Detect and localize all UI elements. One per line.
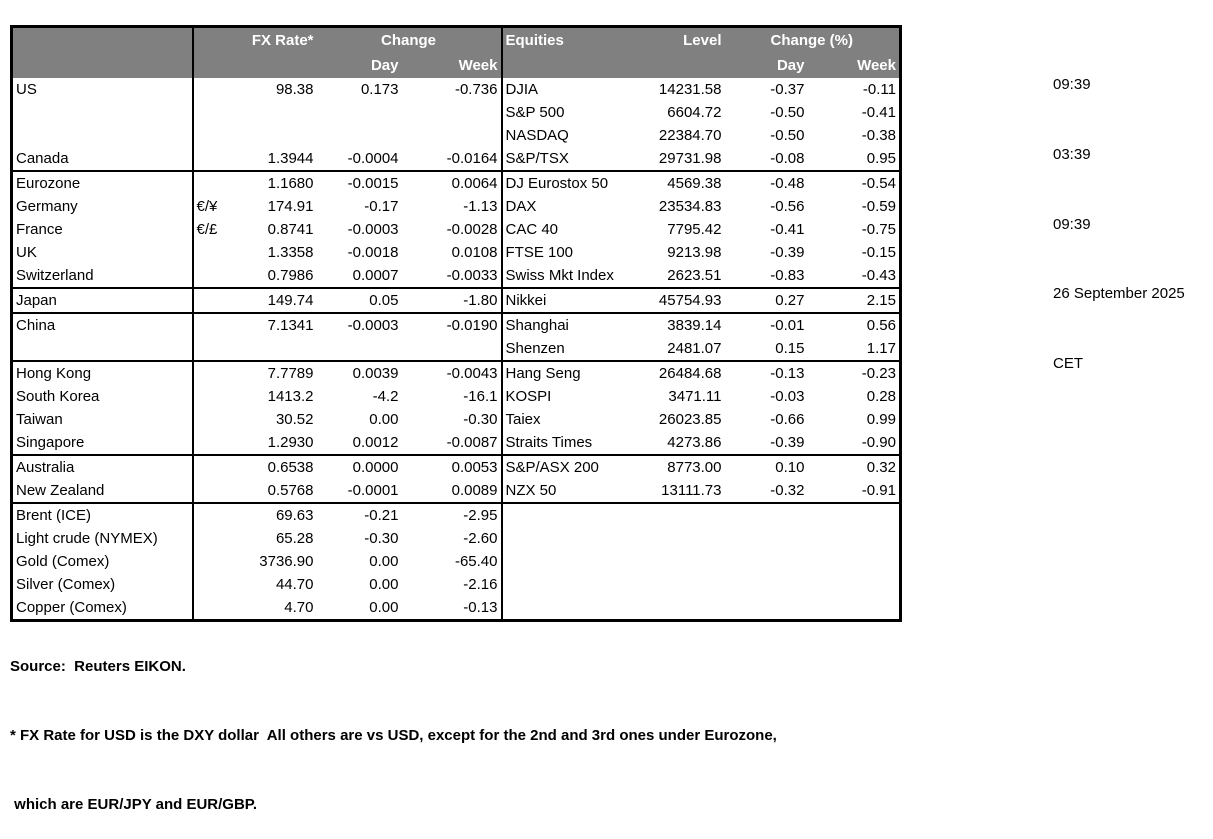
equity-day-cell: -0.41 [770,221,805,238]
equity-level-cell: 3839.14 [667,317,722,334]
fx-name-cell: France [12,218,193,241]
table-row [12,337,901,361]
fx-pair-cell [193,503,229,527]
equity-day-cell: -0.39 [770,244,805,261]
header-empty-cell [193,53,229,78]
equity-day-cell: -0.01 [770,317,805,334]
header-change: Change [317,27,502,54]
fx-pair-cell [193,288,229,313]
equity-level-cell: 4273.86 [646,431,725,455]
table-row [12,313,901,337]
table-row [12,361,901,385]
equity-name-cell: NZX 50 [502,479,646,503]
equity-week-cell: -0.23 [861,365,896,382]
equity-day-cell: -0.66 [770,411,805,428]
fx-rate-cell: 0.8741 [267,221,314,238]
fx-week-cell: -16.1 [402,385,502,408]
fx-equities-table [10,25,902,622]
equity-day-cell: -0.39 [725,431,808,455]
equity-level-cell: 22384.70 [658,127,722,144]
equity-day-cell: 0.15 [725,337,808,361]
table-row [12,503,901,527]
timezone-line: CET [1053,354,1083,372]
equity-level-cell [646,573,725,596]
equity-week-cell: 0.95 [808,147,901,171]
fx-name-cell: Switzerland [12,264,193,288]
table-row [12,573,901,596]
fx-week-cell: 0.0108 [402,241,502,264]
table-row [12,147,901,171]
equity-name-cell: Shenzen [502,337,646,361]
table-row [12,455,901,479]
equity-name-cell: Straits Times [502,431,646,455]
equity-week-cell: 0.56 [866,317,896,334]
equity-day-cell: -0.03 [770,388,805,405]
equity-day-cell: -0.37 [770,81,805,98]
fx-rate-cell: 65.28 [275,530,314,547]
fx-name-cell: South Korea [12,385,193,408]
fx-week-cell: 0.0053 [402,455,502,479]
fx-name-cell: Copper (Comex) [12,596,193,621]
table-row [12,124,901,147]
header-level: Level [646,27,725,54]
equity-name-cell [502,550,646,573]
equity-name-cell [502,527,646,550]
fx-name-cell [12,337,193,361]
fx-day-cell: -0.0001 [317,479,402,503]
fx-day-cell: 0.0012 [317,431,402,455]
header-empty-cell [229,53,317,78]
equity-week-cell [808,573,901,596]
equity-name-cell: DJ Eurostox 50 [505,175,609,192]
equity-level-cell: 26484.68 [658,365,722,382]
header-empty-cell [502,53,646,78]
date-line: 26 September 2025 [1053,285,1185,303]
fx-name-cell: New Zealand [12,479,193,503]
equity-level-cell: 29731.98 [646,147,725,171]
equity-week-cell: 0.28 [866,388,896,405]
header-corner-cell [12,27,193,54]
equity-day-cell [725,503,808,527]
fx-week-cell: -2.60 [402,527,502,550]
fx-pair-cell [193,78,229,101]
fx-day-cell: 0.173 [360,81,399,98]
equity-level-cell: 23534.83 [658,198,722,215]
header-eq-week: Week [808,53,901,78]
table-row [12,218,901,241]
equity-week-cell: -0.91 [808,479,901,503]
equity-name-cell: DAX [505,198,537,215]
fx-rate-cell: 30.52 [275,411,314,428]
fx-day-cell: -0.30 [364,530,399,547]
equity-week-cell: -0.15 [861,244,896,261]
equity-level-cell: 7795.42 [667,221,722,238]
fx-pair-cell [193,385,229,408]
equity-day-cell [725,573,808,596]
footnote-line-2: which are EUR/JPY and EUR/GBP. [10,796,258,813]
equity-day-cell: -0.48 [770,175,805,192]
table-row [12,195,901,218]
equity-week-cell: 0.32 [866,459,896,476]
fx-rate-cell: 4.70 [284,599,314,616]
fx-week-cell: -2.16 [402,573,502,596]
timestamp-line: 09:39 [1053,215,1091,233]
fx-week-cell: -0.736 [402,78,502,101]
table-row [12,431,901,455]
fx-day-cell [317,124,402,147]
fx-week-cell: -0.13 [402,596,502,621]
fx-week-cell: -0.0087 [402,431,502,455]
fx-day-cell [317,337,402,361]
equity-name-cell: Swiss Mkt Index [502,264,646,288]
fx-pair-cell [193,147,229,171]
header-fx-day: Day [317,53,402,78]
header-fx-week: Week [402,53,502,78]
equity-level-cell: 26023.85 [658,411,722,428]
fx-name-cell: Eurozone [12,171,193,195]
fx-day-cell: 0.0007 [317,264,402,288]
fx-rate-cell: 7.7789 [267,365,314,382]
header-empty-cell [12,53,193,78]
equity-name-cell: Shanghai [505,317,569,334]
table-row [12,527,901,550]
fx-week-cell [402,337,502,361]
fx-pair-cell [193,264,229,288]
fx-rate-cell: 0.6538 [267,459,314,476]
equity-week-cell [808,596,901,621]
fx-day-cell: -0.21 [364,507,399,524]
fx-rate-cell [229,101,317,124]
fx-day-cell: -4.2 [372,388,399,405]
fx-rate-cell: 1.1680 [267,175,314,192]
fx-pair-cell: €/£ [196,221,218,238]
fx-week-cell: -2.95 [402,503,502,527]
equity-level-cell: 2481.07 [646,337,725,361]
fx-day-cell [317,101,402,124]
equity-level-cell: 8773.00 [667,459,722,476]
equity-day-cell: -0.13 [770,365,805,382]
header-equities: Equities [502,27,646,54]
table-row [12,550,901,573]
equity-week-cell: -0.59 [861,198,896,215]
fx-name-cell: Gold (Comex) [12,550,193,573]
equity-level-cell: 2623.51 [646,264,725,288]
equity-day-cell: 0.10 [775,459,805,476]
table-header [12,27,901,79]
table-row [12,241,901,264]
fx-rate-cell: 1413.2 [267,388,314,405]
fx-rate-cell: 3736.90 [259,553,314,570]
table-row [12,171,901,195]
fx-rate-cell: 0.5768 [229,479,317,503]
fx-name-cell: China [12,313,193,337]
equity-level-cell: 13111.73 [646,479,725,503]
equity-week-cell: 0.99 [866,411,896,428]
fx-rate-cell: 1.2930 [229,431,317,455]
fx-name-cell: Australia [12,455,193,479]
equity-week-cell: 1.17 [808,337,901,361]
fx-name-cell [12,101,193,124]
equity-level-cell [646,503,725,527]
fx-pair-cell [193,124,229,147]
fx-week-cell: -0.0190 [402,313,502,337]
equity-day-cell [725,550,808,573]
equity-name-cell: Hang Seng [505,365,581,382]
equity-day-cell: 0.27 [725,288,808,313]
fx-week-cell: -0.0033 [402,264,502,288]
fx-day-cell: 0.00 [369,599,399,616]
fx-pair-cell [193,361,229,385]
equity-name-cell: CAC 40 [505,221,559,238]
timestamps-block [1053,27,1185,398]
fx-name-cell: Silver (Comex) [12,573,193,596]
fx-rate-cell: 1.3944 [229,147,317,171]
equity-week-cell [808,527,901,550]
fx-week-cell [402,101,502,124]
fx-day-cell: 0.00 [369,553,399,570]
fx-day-cell: -0.0015 [347,175,399,192]
fx-day-cell: 0.0000 [352,459,399,476]
fx-pair-cell [193,171,229,195]
equity-name-cell: KOSPI [505,388,552,405]
fx-day-cell: -0.0018 [347,244,399,261]
equity-level-cell: 9213.98 [667,244,722,261]
equity-name-cell: DJIA [505,81,539,98]
equity-week-cell: -0.90 [808,431,901,455]
fx-rate-cell: 1.3358 [267,244,314,261]
fx-name-cell: UK [12,241,193,264]
equity-week-cell: -0.38 [861,127,896,144]
fx-rate-cell: 98.38 [275,81,314,98]
header-fx-rate: FX Rate* [193,27,317,54]
fx-day-cell: -0.0003 [347,221,399,238]
fx-pair-cell [193,313,229,337]
table-row [12,101,901,124]
equity-level-cell: 3471.11 [668,388,722,405]
equity-week-cell [808,503,901,527]
header-empty-cell [646,53,725,78]
table-row [12,288,901,313]
source-line: Source: Reuters EIKON. [10,658,186,675]
fx-rate-cell [229,337,317,361]
fx-rate-cell: 174.91 [267,198,314,215]
table-row [12,479,901,503]
fx-day-cell: 0.0039 [352,365,399,382]
equity-day-cell: -0.08 [725,147,808,171]
fx-day-cell: -0.17 [364,198,399,215]
table-row [12,78,901,101]
equity-name-cell: FTSE 100 [505,244,574,261]
fx-week-cell: -1.80 [402,288,502,313]
equity-week-cell: -0.54 [861,175,896,192]
table-row [12,385,901,408]
fx-name-cell [12,124,193,147]
fx-rate-cell: 7.1341 [267,317,314,334]
equity-week-cell [808,550,901,573]
fx-rate-cell: 69.63 [275,507,314,524]
fx-week-cell: -65.40 [402,550,502,573]
fx-name-cell: Japan [12,288,193,313]
equity-name-cell [502,573,646,596]
footnote-line-1: * FX Rate for USD is the DXY dollar All others are vs USD, except for the 2nd and 3rd ones under Eurozone, [10,727,777,744]
fx-week-cell: -0.0028 [402,218,502,241]
fx-name-cell: Brent (ICE) [12,503,193,527]
fx-rate-cell: 44.70 [275,576,314,593]
fx-pair-cell [193,408,229,431]
fx-week-cell: 0.0064 [402,171,502,195]
equity-level-cell [646,550,725,573]
fx-name-cell: Germany [12,195,193,218]
fx-pair-cell [193,573,229,596]
fx-week-cell: -1.13 [402,195,502,218]
fx-day-cell: 0.05 [317,288,402,313]
equity-level-cell: 4569.38 [667,175,722,192]
timestamp-line: 03:39 [1053,146,1091,164]
equity-day-cell: -0.83 [725,264,808,288]
fx-rate-cell: 149.74 [229,288,317,313]
fx-pair-cell [193,479,229,503]
equity-day-cell: -0.50 [770,104,805,121]
fx-week-cell [402,124,502,147]
fx-pair-cell [193,455,229,479]
equity-level-cell [646,527,725,550]
header-row-2 [12,53,901,78]
fx-week-cell: -0.0043 [402,361,502,385]
fx-day-cell: -0.0004 [317,147,402,171]
equity-level-cell: 14231.58 [658,81,722,98]
fx-day-cell: 0.00 [369,411,399,428]
footnotes-block [10,609,777,839]
header-change-pct: Change (%) [725,27,901,54]
fx-rate-cell [229,124,317,147]
equity-name-cell: Nikkei [502,288,646,313]
equity-day-cell: -0.56 [770,198,805,215]
fx-name-cell: Light crude (NYMEX) [12,527,193,550]
equity-day-cell [725,527,808,550]
fx-name-cell: US [12,78,193,101]
fx-name-cell: Canada [12,147,193,171]
fx-week-cell: -0.30 [402,408,502,431]
fx-week-cell: 0.0089 [402,479,502,503]
equity-week-cell: -0.75 [861,221,896,238]
fx-pair-cell [193,101,229,124]
fx-day-cell: 0.00 [369,576,399,593]
equity-name-cell: Taiex [505,411,541,428]
header-row-1 [12,27,901,54]
equity-name-cell: S&P/ASX 200 [505,459,599,476]
equity-name-cell: S&P 500 [505,104,565,121]
equity-week-cell: -0.41 [861,104,896,121]
equity-name-cell: S&P/TSX [502,147,646,171]
fx-day-cell: -0.0003 [347,317,399,334]
fx-pair-cell [193,337,229,361]
fx-name-cell: Taiwan [12,408,193,431]
fx-week-cell: -0.0164 [402,147,502,171]
table-row [12,264,901,288]
equity-name-cell: NASDAQ [505,127,569,144]
fx-name-cell: Singapore [12,431,193,455]
fx-pair-cell: €/¥ [196,198,218,215]
fx-pair-cell [193,550,229,573]
equity-week-cell: -0.43 [808,264,901,288]
equity-week-cell: 2.15 [808,288,901,313]
fx-pair-cell [193,241,229,264]
fx-name-cell: Hong Kong [12,361,193,385]
table-row [12,408,901,431]
equity-level-cell: 6604.72 [667,104,722,121]
equity-day-cell: -0.50 [770,127,805,144]
fx-pair-cell [193,431,229,455]
equity-week-cell: -0.11 [862,81,896,98]
equity-day-cell: -0.32 [725,479,808,503]
header-eq-day: Day [725,53,808,78]
fx-pair-cell [193,527,229,550]
equity-level-cell: 45754.93 [646,288,725,313]
timestamp-line: 09:39 [1053,76,1091,94]
equity-name-cell [502,503,646,527]
fx-rate-cell: 0.7986 [229,264,317,288]
